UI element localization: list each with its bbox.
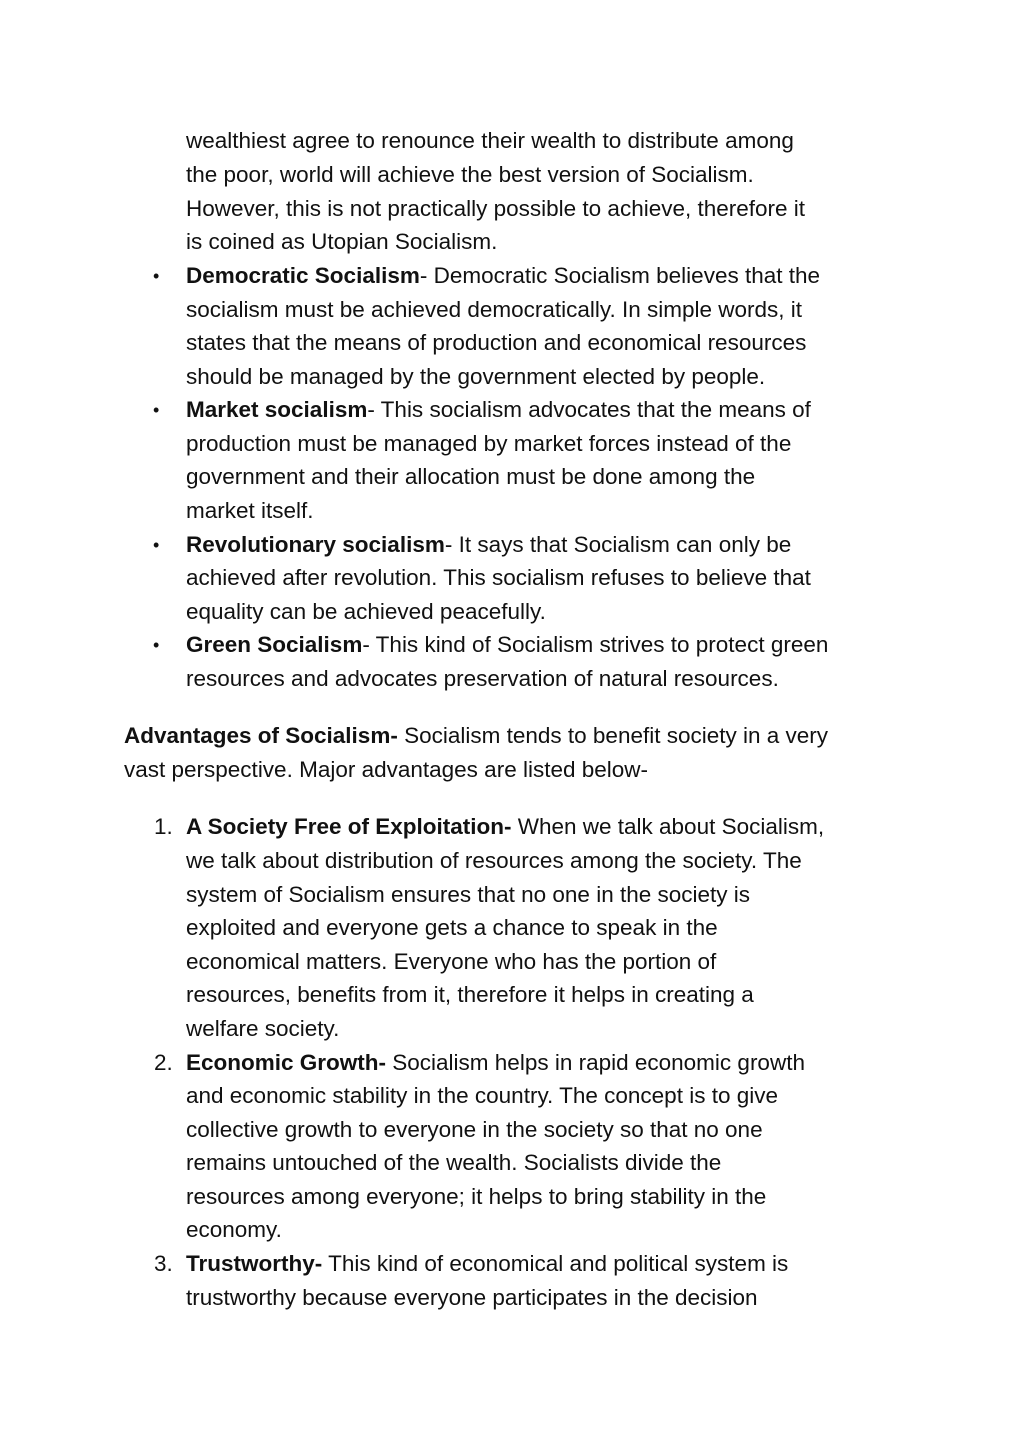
advantages-line: vast perspective. Major advantages are listed below- [124, 757, 649, 782]
intro-line: wealthiest agree to renounce their wealth to distribute among [186, 128, 794, 153]
numbered-item-trustworthy [186, 1247, 788, 1281]
bullet-line: equality can be achieved peacefully. [186, 599, 546, 624]
numbered-line: trustworthy because everyone participates in the decision [186, 1285, 758, 1310]
advantages-heading: Advantages of Socialism- [124, 723, 398, 748]
numbered-item-exploitation [186, 810, 824, 844]
bullet-item-democratic [186, 259, 820, 293]
numbered-line: economical matters. Everyone who has the portion of [186, 949, 717, 974]
bullet-line: states that the means of production and economical resources [186, 330, 807, 355]
advantages-paragraph [124, 719, 828, 753]
bullet-text: - It says that Socialism can only be [444, 532, 792, 557]
bullet-text: - This kind of Socialism strives to protect green [362, 632, 829, 657]
numbered-text: When we talk about Socialism, [511, 814, 825, 839]
bullet-line: should be managed by the government elected by people. [186, 364, 766, 389]
bullet-text: - This socialism advocates that the means of [367, 397, 811, 422]
bullet-item-market [186, 393, 811, 427]
bullet-term: Market socialism [186, 397, 368, 422]
numbered-line: exploited and everyone gets a chance to speak in the [186, 915, 718, 940]
bullet-text: - Democratic Socialism believes that the [419, 263, 821, 288]
bullet-line: socialism must be achieved democratically. In simple words, it [186, 297, 803, 322]
advantages-text: Socialism tends to benefit society in a very [397, 723, 829, 748]
bullet-icon: • [153, 400, 160, 420]
bullet-line: achieved after revolution. This socialism refuses to believe that [186, 565, 811, 590]
numbered-line: resources among everyone; it helps to bring stability in the [186, 1184, 767, 1209]
numbered-line: welfare society. [186, 1016, 340, 1041]
numbered-text: Socialism helps in rapid economic growth [386, 1050, 805, 1075]
numbered-line: resources, benefits from it, therefore it helps in creating a [186, 982, 754, 1007]
bullet-term: Green Socialism [186, 632, 363, 657]
numbered-line: economy. [186, 1217, 282, 1242]
numbered-line: system of Socialism ensures that no one in the society is [186, 882, 751, 907]
numbered-line: and economic stability in the country. The concept is to give [186, 1083, 778, 1108]
numbered-line: we talk about distribution of resources among the society. The [186, 848, 802, 873]
bullet-item-green [186, 628, 828, 662]
bullet-term: Revolutionary socialism [186, 532, 445, 557]
intro-line: However, this is not practically possible to achieve, therefore it [186, 196, 806, 221]
bullet-line: government and their allocation must be done among the [186, 464, 756, 489]
intro-line: the poor, world will achieve the best version of Socialism. [186, 162, 754, 187]
numbered-term: Economic Growth- [186, 1050, 387, 1075]
numbered-text: This kind of economical and political system is [322, 1251, 789, 1276]
bullet-icon: • [153, 635, 160, 655]
list-number: 1. [154, 814, 173, 839]
numbered-item-economic-growth [186, 1046, 805, 1080]
bullet-icon: • [153, 266, 160, 286]
bullet-item-revolutionary [186, 528, 791, 562]
numbered-line: remains untouched of the wealth. Socialists divide the [186, 1150, 722, 1175]
list-number: 3. [154, 1251, 173, 1276]
numbered-term: A Society Free of Exploitation- [186, 814, 512, 839]
bullet-line: market itself. [186, 498, 314, 523]
bullet-line: production must be managed by market forces instead of the [186, 431, 792, 456]
bullet-line: resources and advocates preservation of natural resources. [186, 666, 779, 691]
numbered-term: Trustworthy- [186, 1251, 323, 1276]
numbered-line: collective growth to everyone in the society so that no one [186, 1117, 763, 1142]
bullet-term: Democratic Socialism [186, 263, 420, 288]
list-number: 2. [154, 1050, 173, 1075]
intro-line: is coined as Utopian Socialism. [186, 229, 498, 254]
bullet-icon: • [153, 535, 160, 555]
